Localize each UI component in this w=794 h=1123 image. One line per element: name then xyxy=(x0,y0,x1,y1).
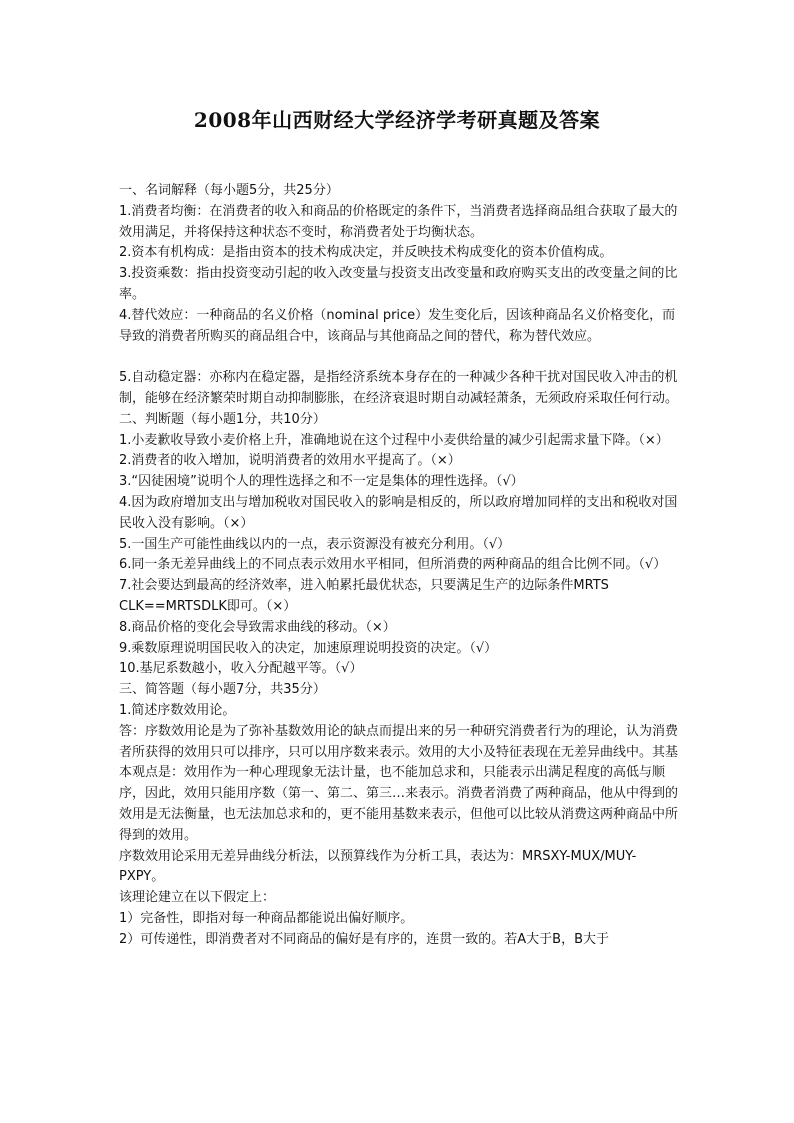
paragraph: 该理论建立在以下假定上： xyxy=(119,890,276,906)
paragraph: 2.资本有机构成：是指由资本的技术构成决定，并反映技术构成变化的资本价值构成。 xyxy=(119,245,613,261)
page-title: 2008年山西财经大学经济学考研真题及答案 xyxy=(193,108,601,132)
paragraph: 答：序数效用论是为了弥补基数效用论的缺点而提出来的另一种研究消费者行为的理论，认为消费者所获得的效用只可以排序，只可以用序数来表示。效用的大小及特征表现在无差异曲线中。其基本观点是：效用作为一种心理现象无法计量，也不能加总求和，只能表示出满足程度的高低与顺序，因此，效用只能用序数（第一、第二、第三…来表示。消费者消费了两种商品，他从中得到的效用是无法衡量，也无法加总求和的，更不能用基数来表示，但他可以比较从消费这两种商品中所得到的效用。 xyxy=(119,723,679,843)
paragraph: 5.自动稳定器：亦称内在稳定器，是指经济系统本身存在的一种减少各种干扰对国民收入冲击的机制，能够在经济繁荣时期自动抑制膨胀，在经济衰退时期自动减轻萧条，无须政府采取任何行动。 xyxy=(119,370,679,406)
paragraph: 8.商品价格的变化会导致需求曲线的移动。（×） xyxy=(119,619,396,635)
paragraph: 4.因为政府增加支出与增加税收对国民收入的影响是相反的，所以政府增加同样的支出和税收对国民收入没有影响。（×） xyxy=(119,494,678,531)
blank-line xyxy=(119,347,681,368)
paragraph: 1.简述序数效用论。 xyxy=(119,702,236,718)
paragraph: 1.消费者均衡：在消费者的收入和商品的价格既定的条件下，当消费者选择商品组合获取了最大的效用满足，并将保持这种状态不变时，称消费者处于均衡状态。 xyxy=(119,203,678,240)
paragraph: 1）完备性，即指对每一种商品都能说出偏好顺序。 xyxy=(119,910,414,926)
document-body xyxy=(119,181,681,950)
paragraph: 6.同一条无差异曲线上的不同点表示效用水平相同，但所消费的两种商品的组合比例不同。（√） xyxy=(119,557,667,573)
paragraph: 5.一国生产可能性曲线以内的一点，表示资源没有被充分利用。（√） xyxy=(119,536,511,552)
paragraph: 3.投资乘数：指由投资变动引起的收入改变量与投资支出改变量和政府购买支出的改变量之间的比率。 xyxy=(119,266,678,302)
paragraph: 2）可传递性，即消费者对不同商品的偏好是有序的，连贯一致的。若A大于B，B大于 xyxy=(119,931,610,947)
paragraph: 1.小麦歉收导致小麦价格上升，准确地说在这个过程中小麦供给量的减少引起需求量下降。（×） xyxy=(119,432,669,448)
section-heading: 三、简答题（每小题7分，共35分） xyxy=(119,682,326,698)
section-heading: 一、名词解释（每小题5分，共25分） xyxy=(119,183,339,198)
paragraph: 2.消费者的收入增加，说明消费者的效用水平提高了。（×） xyxy=(119,453,461,469)
section-heading: 二、判断题（每小题1分，共10分） xyxy=(119,411,326,427)
paragraph: 7.社会要达到最高的经济效率，进入帕累托最优状态，只要满足生产的边际条件MRTS CLK==MRTSDLK即可。（×） xyxy=(119,578,609,614)
paragraph: 3.“囚徒困境”说明个人的理性选择之和不一定是集体的理性选择。（√） xyxy=(119,474,524,490)
paragraph: 10.基尼系数越小，收入分配越平等。（√） xyxy=(119,661,363,677)
paragraph: 4.替代效应：一种商品的名义价格（nominal price）发生变化后，因该种商品名义价格变化，而导致的消费者所购买的商品组合中，该商品与其他商品之间的替代，称为替代效应。 xyxy=(119,307,676,344)
paragraph: 9.乘数原理说明国民收入的决定，加速原理说明投资的决定。（√） xyxy=(119,640,498,656)
paragraph: 序数效用论采用无差异曲线分析法，以预算线作为分析工具，表达为：MRSXY-MUX/MUY-PXPY。 xyxy=(119,848,637,885)
